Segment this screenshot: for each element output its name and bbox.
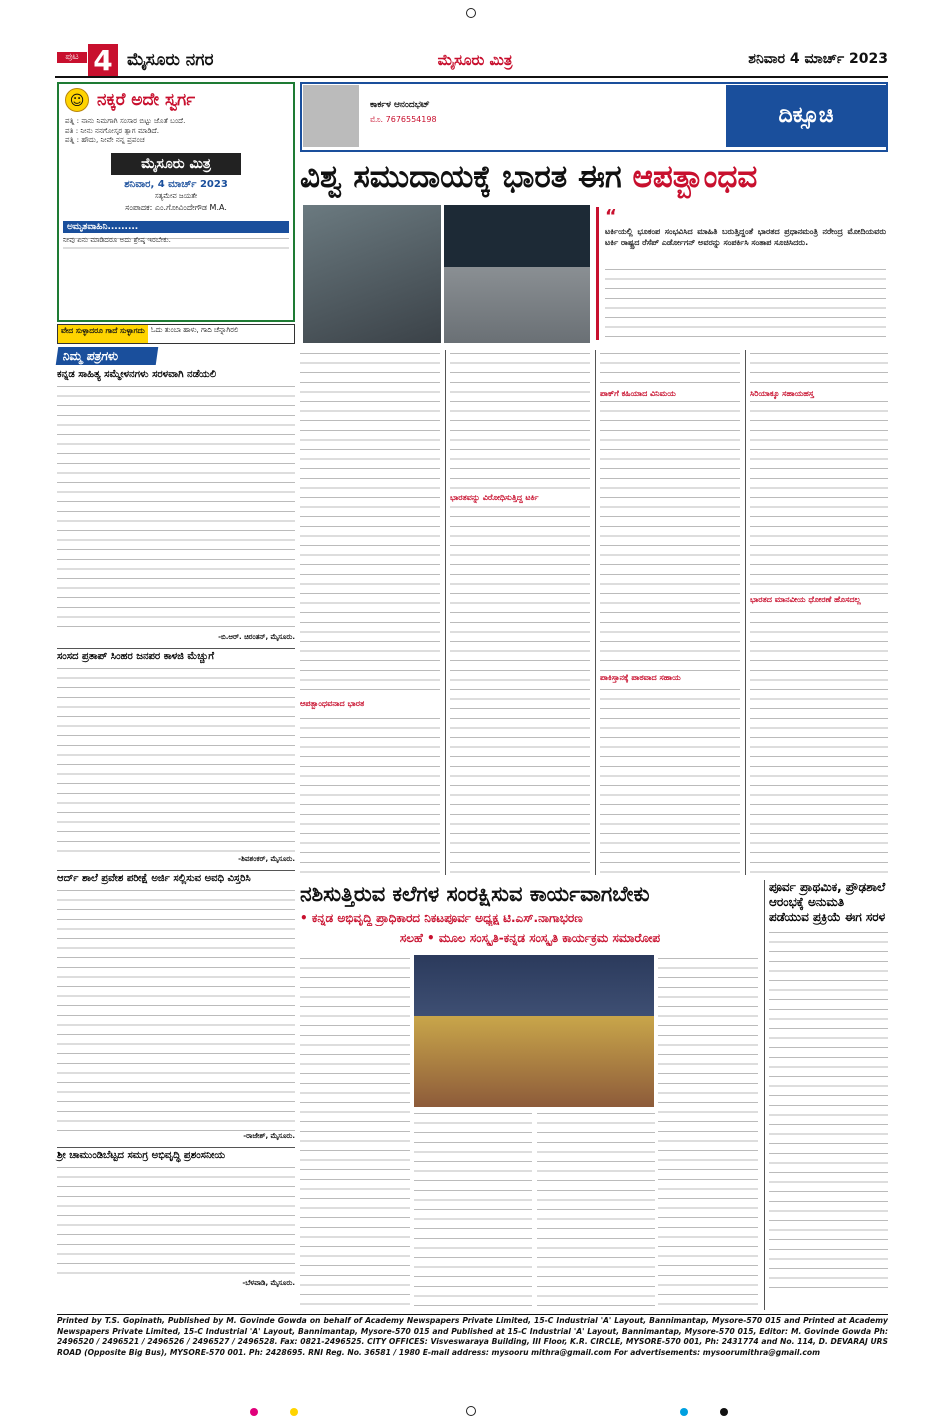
feature-body <box>300 350 888 875</box>
joke-title: ನಕ್ಕರೆ ಅದೇ ಸ್ವರ್ಗ <box>97 90 196 110</box>
mini-motto: ಸತ್ಯಮೇವ ಜಯತೇ <box>154 191 198 200</box>
proverb-right: ಓದು ತುಂಬಾ ಹಾಳು, ಗಾದಿ ಚೆನ್ನಾಗಿರಲಿ <box>151 326 239 334</box>
letter-body <box>57 887 295 1132</box>
letter-body <box>57 665 295 855</box>
page-label: ಪುಟ <box>57 52 87 63</box>
feature-quote <box>596 207 886 340</box>
subhead: ಪಾಕಿಸ್ತಾನಕ್ಕೆ ಪಾಠವಾದ ಸಹಾಯ <box>600 672 740 684</box>
proverb-left: ವೇದ ಸುಳ್ಳಾದರೂ ಗಾದೆ ಸುಳ್ಳಾಗದು <box>58 325 148 343</box>
subhead: ಪಾಕ್‌ಗೆ ಕಹಿಯಾದ ವಿನಿಮಯ <box>600 388 740 400</box>
subhead: ಭಾರತದ ಮಾನವೀಯ ಧೋರಣೆ ಹೊಸದಲ್ಲ <box>750 594 888 606</box>
article-col-4 <box>750 350 888 875</box>
header-rule <box>55 76 888 78</box>
aircraft-photo <box>444 205 590 343</box>
page-number: 4 <box>88 44 118 76</box>
article-col-3 <box>600 350 740 875</box>
letter-title: ಆರ್ದ್‌ ಶಾಲೆ ಪ್ರವೇಶ ಪರೀಕ್ಷೆ ಅರ್ಜಿ ಸಲ್ಲಿಸುವ ಅವಧಿ ವಿಸ್ತರಿಸಿ <box>57 870 295 887</box>
letter-body <box>57 1164 295 1279</box>
subhead: ಸಿರಿಯಾಕ್ಕೂ ಸಹಾಯಹಸ್ತ <box>750 388 888 400</box>
registration-mark <box>466 1406 476 1416</box>
column-rule <box>445 350 446 875</box>
color-dot <box>250 1408 258 1416</box>
feature-headline <box>300 155 888 199</box>
culture-col-4 <box>658 955 758 1310</box>
mini-date: ಶನಿವಾರ, 4 ಮಾರ್ಚ್ 2023 <box>124 178 228 190</box>
culture-col-2 <box>414 1110 532 1310</box>
rescue-workers-photo <box>303 205 441 343</box>
joke-box <box>57 82 295 322</box>
subhead: ಆಪತ್ಬಾಂಧವನಾದ ಭಾರತ <box>300 698 440 710</box>
laughing-face-icon: ☺ <box>65 88 89 112</box>
letter-title: ಸಂಸದ ಪ್ರತಾಪ್ ಸಿಂಹರ ಜನಪರ ಕಾಳಜಿ ಮೆಚ್ಚುಗೆ <box>57 648 295 665</box>
article-col-2 <box>450 350 590 875</box>
letter-body <box>57 383 295 633</box>
culture-subhead-2: ಸಲಹೆ • ಮೂಲ ಸಂಸ್ಕೃತಿ-ಕನ್ನಡ ಸಂಸ್ಕೃತಿ ಕಾರ್ಯಕ್ರಮ ಸಮಾರೋಪ <box>399 931 661 945</box>
column-name: ದಿಕ್ಸೂಚಿ <box>726 85 886 147</box>
side-headline: ಪೂರ್ವ ಪ್ರಾಥಮಿಕ, ಪ್ರೌಢಶಾಲೆ ಆರಂಭಕ್ಕೆ ಅನುಮತಿ ಪಡೆಯುವ ಪ್ರಕ್ರಿಯೆ ಈಗ ಸರಳ <box>769 880 886 924</box>
mini-masthead: ಮೈಸೂರು ಮಿತ್ರ <box>111 153 241 175</box>
quote-continued <box>605 266 886 346</box>
amrita-body: ನೀವು ಏನು ಮಾಡಿದರೂ ಅದು ಶ್ರೇಷ್ಠ ಇರಬೇಕು. <box>63 235 289 257</box>
registration-mark <box>466 8 476 18</box>
headline-main: ವಿಶ್ವ ಸಮುದಾಯಕ್ಕೆ ಭಾರತ ಈಗ <box>300 159 633 195</box>
article-col-1 <box>300 350 440 875</box>
joke-line: ಪತಿ : ನೀನು ನನಗೋಸ್ಕರ ತ್ಯಾಗ ಮಾಡಿದೆ. <box>65 125 160 135</box>
event-photo <box>414 955 654 1107</box>
column-rule <box>595 350 596 875</box>
column-rule <box>745 350 746 875</box>
letters-column <box>57 367 295 1312</box>
masthead: ಮೈಸೂರು ಮಿತ್ರ <box>437 51 513 69</box>
imprint-rule <box>57 1314 888 1315</box>
subhead: ಭಾರತವನ್ನು ವಿರೋಧಿಸುತ್ತಿದ್ದ ಟರ್ಕಿ <box>450 492 590 504</box>
quote-text: ಟರ್ಕಿಯಲ್ಲಿ ಭೂಕಂಪ ಸಂಭವಿಸಿದ ಮಾಹಿತಿ ಬರುತ್ತಿದ್ದಂತೆ ಭಾರತದ ಪ್ರಧಾನಮಂತ್ರಿ ನರೇಂದ್ರ ಮೋದಿಯವರು ಟರ್ಕಿ ರಾಷ್ಟ್ರದ ರೆಸೆಪ್ ಎರ್ಡೋಗನ್ ಅವರನ್ನು ಸಂಪರ್ಕಿಸಿ ಸಂತಾಪ ಸೂಚಿಸಿದರು. <box>605 227 886 247</box>
letter-sign: -ಶಿವಶಂಕರ್, ಮೈಸೂರು. <box>238 855 295 863</box>
letter-title: ಕನ್ನಡ ಸಾಹಿತ್ಯ ಸಮ್ಮೇಳನಗಳು ಸರಳವಾಗಿ ನಡೆಯಲಿ <box>57 369 217 380</box>
joke-line: ಪತ್ನಿ : ನಾನು ನಿಮಗಾಗಿ ಸಂಸಾರ ಬಿಟ್ಟು ಜೊತೆ ಬಂದೆ. <box>65 116 186 125</box>
proverb-box <box>57 324 295 344</box>
color-dot <box>680 1408 688 1416</box>
letter-title: ಶ್ರೀ ಚಾಮುಂಡಿಬೆಟ್ಟದ ಸಮಗ್ರ ಅಭಿವೃದ್ಧಿ ಪ್ರಶಂಸನೀಯ <box>57 1147 295 1164</box>
color-dot <box>720 1408 728 1416</box>
author-name: ಕಾರ್ಕಳ ಆನಂದಭಟ್ <box>370 100 430 110</box>
joke-header <box>59 84 293 116</box>
letters-heading: ನಿಮ್ಮ ಪತ್ರಗಳು <box>56 347 159 365</box>
author-photo <box>303 85 359 147</box>
culture-col-3 <box>537 1110 655 1310</box>
author-phone: ಮೊ. 7676554198 <box>370 115 437 124</box>
letter-sign: -ಬೆಳವಾಡಿ, ಮೈಸೂರು. <box>242 1279 295 1287</box>
culture-subhead-1: • ಕನ್ನಡ ಅಭಿವೃದ್ಧಿ ಪ್ರಾಧಿಕಾರದ ನಿಕಟಪೂರ್ವ ಅಧ್ಯಕ್ಷ ಟಿ.ಎಸ್.ನಾಗಾಭರಣ <box>300 911 583 925</box>
issue-date: ಶನಿವಾರ 4 ಮಾರ್ಚ್ 2023 <box>748 51 888 67</box>
joke-line: ಪತ್ನಿ : ಹೌದು, ನೀವೇ ನನ್ನ ಪ್ರಪಂಚ <box>65 135 145 145</box>
imprint: Printed by T.S. Gopinath, Published by M. Govinde Gowda on behalf of Academy Newspapers Private Limited, 15-C Industrial 'A' Layout, Bannimantap, Mysore-570 015 and Printed at Academy Newspapers Private Limited, 15-C Industrial 'A' Layout, Bannimantap, Mysore-570 015 and Published at 15-C Industrial 'A' Layout, Bannimantap, Mysore-570 015, Editor: M. Govinde Gowda Ph: 2496520 / 2496521 / 2496526 / 2496527 / 2496528. Fax: 0821-2496525. CITY OFFICES: Visveswaraya Building, III Floor, K.R. CIRCLE, MYSORE-570 001, Ph: 2431774 and No. 114, D. DEVARAJ URS ROAD (Opposite Big Bus), MYSORE-570 001. Ph: 2428695. RNI Reg. No. 36581 / 1980 E-mail address: mysooru mithra@gmail.com For advertisements: mysoorumithra@gmail.com <box>57 1316 888 1357</box>
mini-editor: ಸಂಪಾದಕ: ಎಂ.ಗೋವಿಂದೇಗೌಡ M.A. <box>125 202 227 212</box>
letter-sign: -ಬಿ.ಆರ್. ಚಿರಂತನ್, ಮೈಸೂರು. <box>218 633 295 641</box>
culture-col-1 <box>300 955 410 1310</box>
letter-sign: -ರಾಜೇಶ್, ಮೈಸೂರು. <box>243 1132 295 1140</box>
color-dot <box>290 1408 298 1416</box>
headline-accent: ಆಪತ್ಬಾಂಧವ <box>632 159 758 195</box>
amrita-title: ಅಮೃತವಾಹಿನಿ......... <box>63 221 289 233</box>
side-body <box>769 929 888 1289</box>
quote-mark-icon: “ <box>605 206 617 227</box>
side-story-box <box>764 880 888 1310</box>
section-name: ಮೈಸೂರು ನಗರ <box>127 50 214 70</box>
culture-headline: ನಶಿಸುತ್ತಿರುವ ಕಲೆಗಳ ಸಂರಕ್ಷಿಸುವ ಕಾರ್ಯವಾಗಬೇಕು <box>300 882 650 906</box>
